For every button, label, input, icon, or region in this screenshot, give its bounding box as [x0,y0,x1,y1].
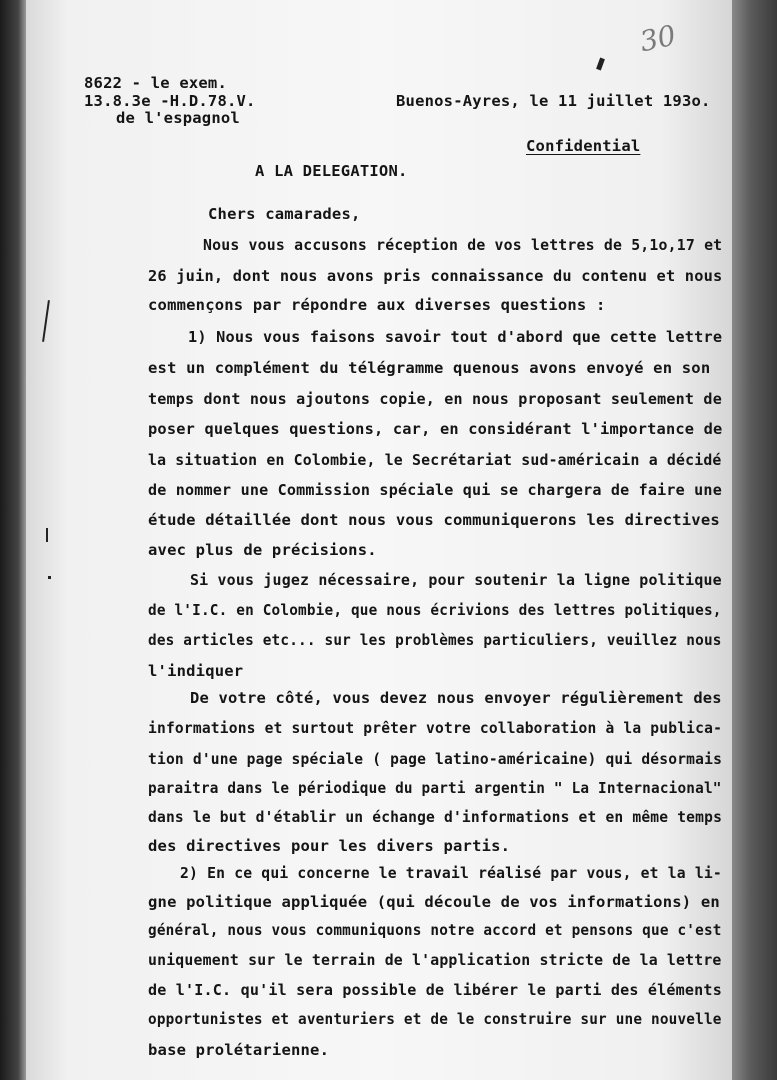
body-line: base prolétarienne. [148,1041,330,1059]
body-line: poser quelques questions, car, en considérant l'importance de [148,420,723,438]
body-line: Nous vous accusons réception de vos lettres de 5,1o,17 et [203,236,723,254]
addressee: A LA DELEGATION. [255,162,408,180]
body-line: de l'I.C. en Colombie, que nous écrivions des lettres politiques, [148,601,722,619]
body-line: est un complément du télégramme quenous avons envoyé en son [148,359,711,377]
body-line: 1) Nous vous faisons savoir tout d'abord que cette lettre [188,328,723,346]
body-line: étude détaillée dont nous vous communiquerons les directives [148,511,720,529]
salutation: Chers camarades, [208,205,361,223]
body-line: de l'I.C. qu'il sera possible de libérer le parti des éléments [148,981,722,999]
reference-line-1: 8622 - le exem. [84,74,227,92]
reference-line-2: 13.8.3e -H.D.78.V. [84,92,256,110]
reference-line-3: de l'espagnol [116,109,240,127]
body-line: la situation en Colombie, le Secrétariat sud-américain a décidé [148,451,722,469]
body-line: informations et surtout prêter votre collaboration à la publica- [148,719,723,737]
body-line: 2) En ce qui concerne le travail réalisé par vous, et la li- [180,864,722,882]
place-date: Buenos-Ayres, le 11 juillet 193o. [396,92,711,110]
body-line: des articles etc... sur les problèmes particuliers, veuillez nous [148,631,722,649]
body-line: temps dont nous ajoutons copie, en nous proposant seulement de [148,390,722,408]
margin-tick [46,528,48,542]
body-line: l'indiquer [148,662,244,680]
margin-dot [48,576,51,579]
body-line: uniquement sur le terrain de l'application stricte de la lettre [148,951,722,969]
body-line: 26 juin, dont nous avons pris connaissance du contenu et nous [148,267,723,285]
body-line: dans le but d'établir un échange d'informations et en même temps [148,808,723,826]
confidential-label: Confidential [526,137,641,155]
body-line: opportunistes et aventuriers et de le construire sur une nouvelle [148,1010,722,1028]
body-line: des directives pour les divers partis. [148,837,511,855]
body-line: De votre côté, vous devez nous envoyer régulièrement des [190,689,722,707]
scan-left-border [0,0,26,1080]
body-line: de nommer une Commission spéciale qui se chargera de faire une [148,481,722,499]
body-line: avec plus de précisions. [148,541,377,559]
folio-number: 30 [636,18,679,59]
body-line: Si vous jugez nécessaire, pour soutenir la ligne politique [190,571,722,589]
body-line: général, nous vous communiquons notre accord et pensons que c'est [148,921,722,939]
body-line: gne politique appliquée (qui découle de vos informations) en [148,893,720,911]
scan-right-border [732,0,777,1080]
body-line: commençons par répondre aux diverses questions : [148,296,606,314]
body-line: tion d'une page spéciale ( page latino-américaine) qui désormais [148,750,723,768]
body-line: paraitra dans le périodique du parti argentin " La Internacional" [148,779,722,797]
